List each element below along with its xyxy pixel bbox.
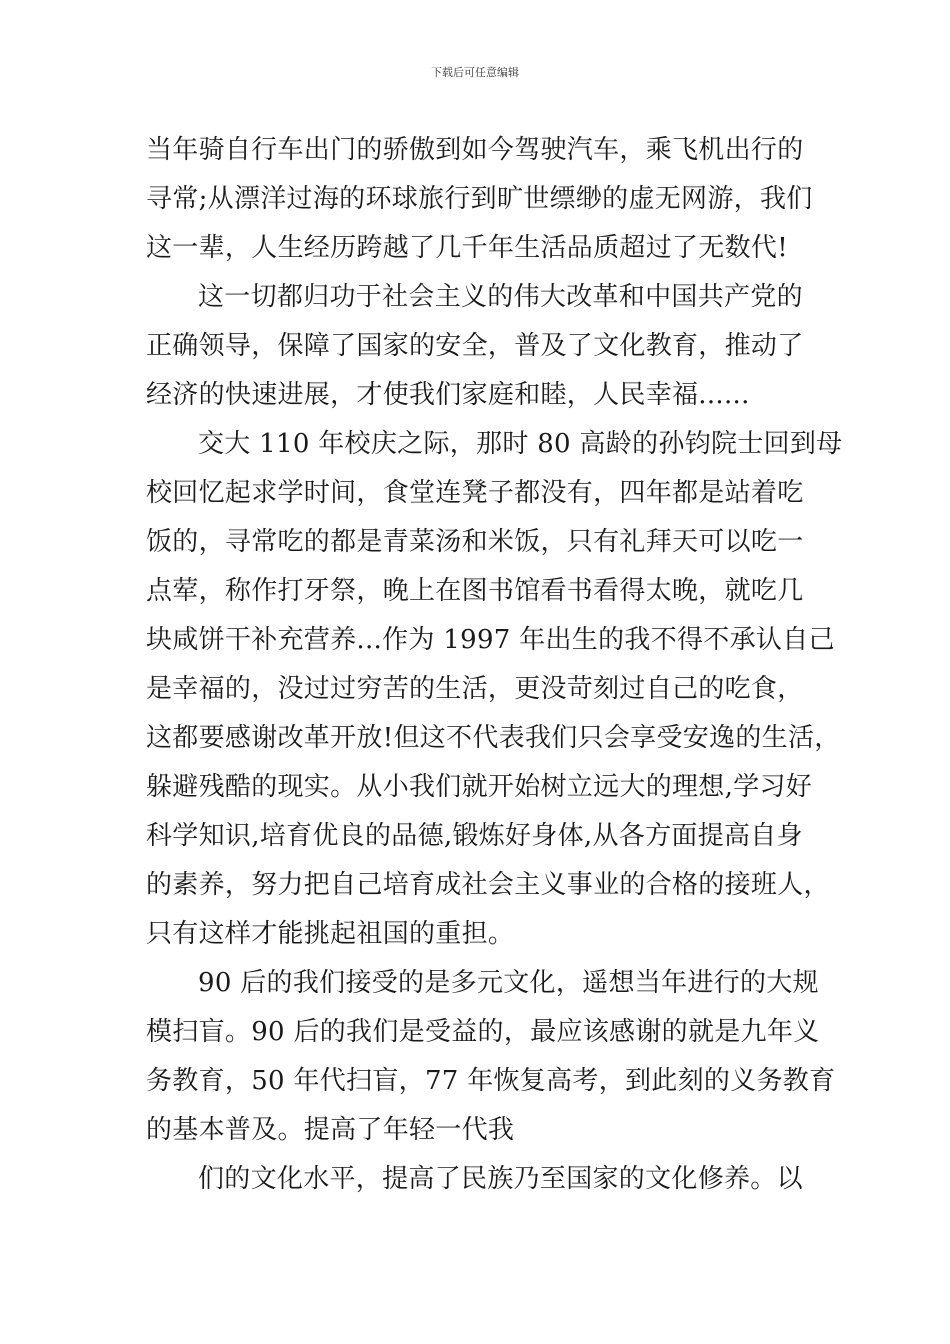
text-line: 寻常;从漂洋过海的环球旅行到旷世缥缈的虚无网游，我们: [146, 184, 813, 214]
text-line: 正确领导，保障了国家的安全，普及了文化教育，推动了: [146, 331, 804, 361]
text-line: 只有这样才能挑起祖国的重担。: [146, 919, 515, 949]
text-line: 当年骑自行车出门的骄傲到如今驾驶汽车，乘飞机出行的: [146, 135, 804, 165]
text-line: 校回忆起求学时间，食堂连凳子都没有，四年都是站着吃: [146, 478, 804, 508]
text-line: 交大 110 年校庆之际，那时 80 高龄的孙钧院士回到母: [198, 429, 843, 459]
page-header: 下载后可任意编辑: [431, 66, 519, 79]
text-line: 模扫盲。90 后的我们是受益的，最应该感谢的就是九年义: [146, 1017, 820, 1047]
text-line: 躲避残酷的现实。从小我们就开始树立远大的理想,学习好: [146, 772, 813, 802]
text-line: 科学知识,培育优良的品德,锻炼好身体,从各方面提高自身: [146, 821, 803, 851]
text-line: 90 后的我们接受的是多元文化，遥想当年进行的大规: [198, 968, 819, 998]
text-line: 块咸饼干补充营养...作为 1997 年出生的我不得不承认自己: [146, 625, 835, 655]
text-line: 是幸福的，没过过穷苦的生活，更没苛刻过自己的吃食，: [146, 674, 804, 704]
text-line: 的素养，努力把自己培育成社会主义事业的合格的接班人，: [146, 870, 830, 900]
text-line: 这都要感谢改革开放!但这不代表我们只会享受安逸的生活，: [146, 723, 841, 753]
text-line: 饭的，寻常吃的都是青菜汤和米饭，只有礼拜天可以吃一: [146, 527, 804, 557]
text-line: 这一辈，人生经历跨越了几千年生活品质超过了无数代!: [146, 233, 788, 263]
text-line: 点荤，称作打牙祭，晚上在图书馆看书看得太晚，就吃几: [146, 576, 804, 606]
text-line: 的基本普及。提高了年轻一代我: [146, 1115, 515, 1145]
text-line: 这一切都归功于社会主义的伟大改革和中国共产党的: [198, 282, 803, 312]
text-line: 务教育，50 年代扫盲，77 年恢复高考，到此刻的义务教育: [146, 1066, 836, 1096]
text-line: 经济的快速进展，才使我们家庭和睦，人民幸福......: [146, 380, 750, 410]
document-body: [146, 126, 843, 1204]
text-line: 们的文化水平，提高了民族乃至国家的文化修养。以: [198, 1164, 803, 1194]
